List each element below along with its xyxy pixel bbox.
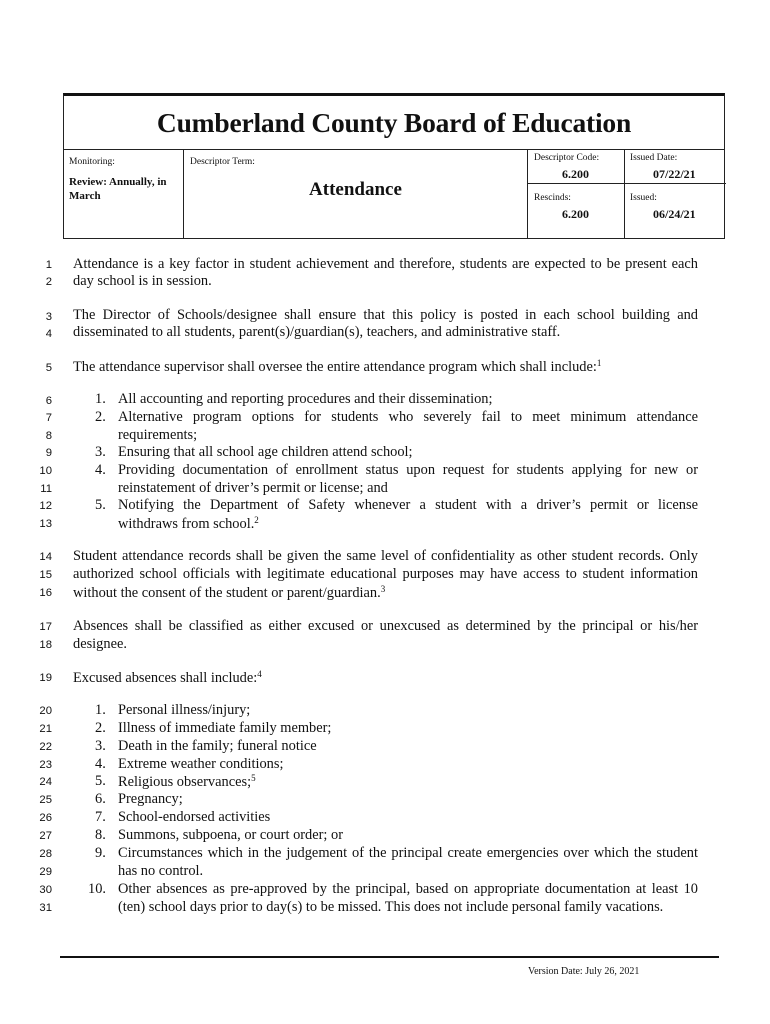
paragraph-text: without the consent of the student or parent/guardian. bbox=[73, 585, 381, 601]
list-item: Notifying the Department of Safety whenever a student with a driver’s permit or license bbox=[118, 497, 698, 513]
rescinds-label: Rescinds: bbox=[534, 193, 571, 203]
issued-value: 06/24/21 bbox=[653, 207, 696, 221]
list-item: has no control. bbox=[118, 863, 204, 879]
footnote-ref: 1 bbox=[596, 358, 602, 368]
line-number: 28 bbox=[39, 848, 52, 860]
list-item: Summons, subpoena, or court order; or bbox=[118, 827, 344, 843]
paragraph-text: The attendance supervisor shall oversee the entire attendance program which shall include: bbox=[73, 359, 597, 375]
line-number: 6 bbox=[45, 395, 52, 407]
list-item: Death in the family; funeral notice bbox=[118, 738, 317, 754]
footnote-ref: 5 bbox=[251, 773, 256, 783]
line-number: 30 bbox=[39, 884, 52, 896]
list-item: Personal illness/injury; bbox=[118, 702, 251, 718]
rescinds-value: 6.200 bbox=[562, 207, 589, 221]
line-number: 26 bbox=[39, 812, 52, 824]
line-number: 14 bbox=[39, 551, 52, 563]
list-number: 9. bbox=[95, 845, 106, 861]
paragraph-line: authorized school officials with legitimate educational purposes may have access to student information bbox=[73, 566, 698, 582]
line-number: 13 bbox=[39, 518, 52, 530]
board-title: Cumberland County Board of Education bbox=[156, 107, 632, 138]
list-number: 7. bbox=[95, 809, 106, 825]
line-number: 10 bbox=[39, 465, 52, 477]
list-number: 6. bbox=[95, 791, 106, 807]
line-number: 22 bbox=[39, 741, 52, 753]
line-number: 5 bbox=[45, 362, 52, 374]
list-item: Ensuring that all school age children attend school; bbox=[118, 444, 413, 460]
paragraph-line: Attendance is a key factor in student achievement and therefore, students are expected to be present each bbox=[73, 256, 698, 272]
policy-header-table bbox=[63, 93, 725, 239]
list-item: All accounting and reporting procedures and their dissemination; bbox=[118, 391, 493, 407]
line-number: 24 bbox=[39, 776, 52, 788]
line-number: 20 bbox=[39, 705, 52, 717]
list-item: requirements; bbox=[118, 427, 198, 443]
footnote-ref: 3 bbox=[380, 584, 386, 594]
issued-date-label: Issued Date: bbox=[630, 153, 678, 163]
paragraph-line: disseminated to all students, parent(s)/guardian(s), teachers, and administrative staff. bbox=[73, 324, 561, 340]
list-item: (ten) school days prior to day(s) to be missed. This does not include personal family vacations. bbox=[118, 899, 664, 915]
list-number: 8. bbox=[95, 827, 106, 843]
issued-label: Issued: bbox=[630, 193, 657, 203]
list-item: School-endorsed activities bbox=[118, 809, 271, 825]
line-number: 9 bbox=[45, 447, 52, 459]
list-item bbox=[118, 515, 698, 533]
list-item: Extreme weather conditions; bbox=[118, 756, 284, 772]
header-info-row bbox=[63, 149, 725, 239]
paragraph-line: designee. bbox=[73, 636, 127, 652]
monitoring-cell bbox=[63, 150, 183, 239]
list-item bbox=[118, 773, 698, 791]
paragraph-line: day school is in session. bbox=[73, 273, 212, 289]
footer-divider bbox=[60, 956, 719, 958]
date-cell-divider bbox=[625, 183, 726, 184]
line-number: 31 bbox=[39, 902, 52, 914]
line-number: 15 bbox=[39, 569, 52, 581]
line-number: 17 bbox=[39, 621, 52, 633]
line-number: 18 bbox=[39, 639, 52, 651]
paragraph-line bbox=[73, 584, 698, 602]
list-number: 1. bbox=[95, 391, 106, 407]
line-number: 3 bbox=[45, 311, 52, 323]
paragraph-line: The Director of Schools/designee shall ensure that this policy is posted in each school building and bbox=[73, 307, 698, 323]
version-date: Version Date: July 26, 2021 bbox=[528, 966, 640, 977]
list-item: Illness of immediate family member; bbox=[118, 720, 332, 736]
list-item: Providing documentation of enrollment status upon request for students applying for new or bbox=[118, 462, 698, 478]
line-number: 11 bbox=[40, 483, 52, 495]
line-number: 4 bbox=[45, 328, 52, 340]
list-number: 4. bbox=[95, 462, 106, 478]
descriptor-term-value: Attendance bbox=[309, 179, 402, 200]
list-number: 5. bbox=[95, 773, 106, 789]
descriptor-code-cell bbox=[527, 150, 624, 239]
list-item-text: withdraws from school. bbox=[118, 516, 255, 532]
paragraph-line bbox=[73, 358, 698, 376]
list-item: Circumstances which in the judgement of the principal create emergencies over which the student bbox=[118, 845, 698, 861]
list-number: 3. bbox=[95, 738, 106, 754]
footnote-ref: 2 bbox=[254, 515, 259, 525]
monitoring-label: Monitoring: bbox=[69, 157, 115, 167]
code-cell-divider bbox=[528, 183, 624, 184]
list-number: 3. bbox=[95, 444, 106, 460]
paragraph-line: Absences shall be classified as either excused or unexcused as determined by the principal or his/her bbox=[73, 618, 698, 634]
descriptor-code-label: Descriptor Code: bbox=[534, 153, 600, 163]
line-number: 8 bbox=[45, 430, 52, 442]
list-number: 2. bbox=[95, 409, 106, 425]
line-number: 19 bbox=[39, 672, 52, 684]
descriptor-term-cell bbox=[183, 150, 527, 239]
line-number: 25 bbox=[39, 794, 52, 806]
descriptor-term-label: Descriptor Term: bbox=[190, 157, 255, 167]
line-number: 2 bbox=[45, 276, 52, 288]
footnote-ref: 4 bbox=[257, 669, 262, 679]
list-item: Pregnancy; bbox=[118, 791, 183, 807]
list-number: 4. bbox=[95, 756, 106, 772]
paragraph-text: Excused absences shall include: bbox=[73, 670, 258, 686]
line-number: 21 bbox=[39, 723, 52, 735]
list-number: 5. bbox=[95, 497, 106, 513]
line-number: 23 bbox=[39, 759, 52, 771]
line-number: 16 bbox=[39, 587, 52, 599]
list-number: 1. bbox=[95, 702, 106, 718]
review-value: Review: Annually, in March bbox=[69, 176, 167, 202]
paragraph-line bbox=[73, 669, 698, 687]
line-number: 27 bbox=[39, 830, 52, 842]
paragraph-line: Student attendance records shall be given the same level of confidentiality as other student records. Only bbox=[73, 548, 698, 564]
issued-date-cell bbox=[624, 150, 726, 239]
list-item: Alternative program options for students who severely fail to meet minimum attendance bbox=[118, 409, 698, 425]
line-number: 29 bbox=[39, 866, 52, 878]
line-number: 7 bbox=[45, 412, 52, 424]
list-item: Other absences as pre-approved by the principal, based on appropriate documentation at least 10 bbox=[118, 881, 698, 897]
list-item-text: Religious observances; bbox=[118, 774, 252, 790]
list-number: 10. bbox=[88, 881, 106, 897]
list-item: reinstatement of driver’s permit or license; and bbox=[118, 480, 388, 496]
line-number: 12 bbox=[39, 500, 52, 512]
line-number: 1 bbox=[45, 259, 52, 271]
list-number: 2. bbox=[95, 720, 106, 736]
descriptor-code-value: 6.200 bbox=[562, 167, 589, 181]
issued-date-value: 07/22/21 bbox=[653, 167, 696, 181]
